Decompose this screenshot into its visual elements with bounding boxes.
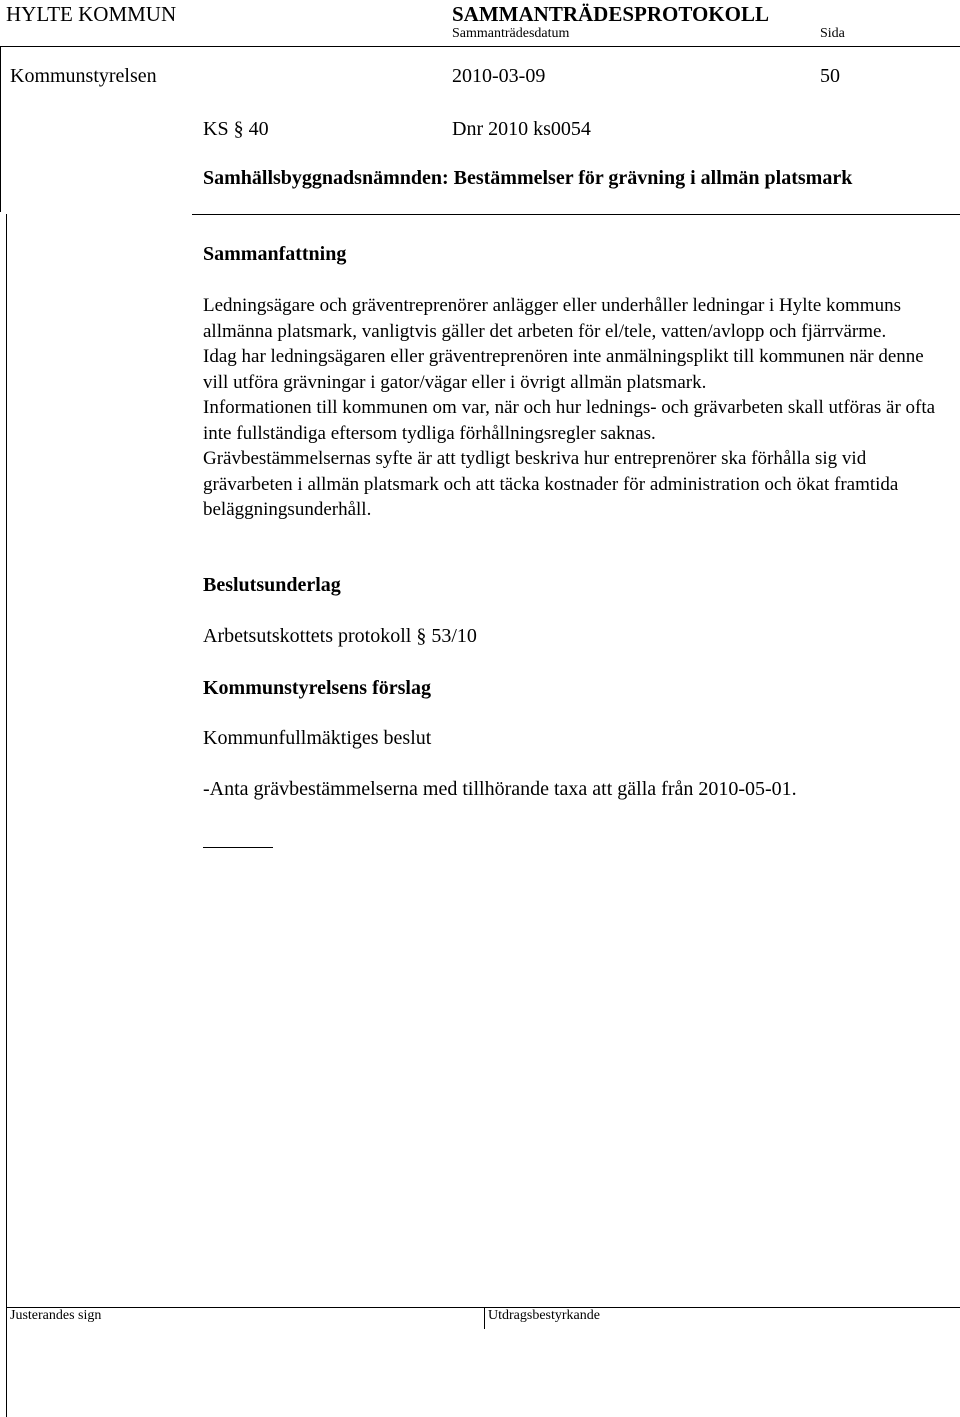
meeting-date: 2010-03-09	[452, 65, 546, 87]
page-label: Sida	[820, 26, 845, 41]
left-border-top	[0, 46, 1, 212]
extract-label: Utdragsbestyrkande	[488, 1308, 600, 1323]
signature-label: Justerandes sign	[10, 1308, 102, 1323]
diary-number: Dnr 2010 ks0054	[452, 118, 591, 140]
proposal-text: Kommunfullmäktiges beslut	[203, 727, 432, 749]
item-title: Samhällsbyggnadsnämnden: Bestämmelser för grävning i allmän platsmark	[203, 167, 853, 189]
header-rule	[0, 46, 960, 47]
summary-paragraph: Idag har ledningsägaren eller gräventreprenören inte anmälningsplikt till kommunen när denne vill utföra grävningar i gator/vägar eller i övrigt allmän platsmark.	[203, 346, 924, 393]
title-rule	[192, 214, 960, 215]
paragraph-number: KS § 40	[203, 118, 269, 140]
municipality-name: HYLTE KOMMUN	[6, 2, 177, 26]
summary-body	[203, 293, 943, 523]
page-number: 50	[820, 65, 840, 87]
footer-left-border	[6, 1307, 7, 1417]
summary-paragraph: Grävbestämmelsernas syfte är att tydligt beskriva hur entreprenörer ska förhålla sig vid grävarbeten i allmän platsmark och att täcka kostnader för administration och ökat framtida beläggningsunderhåll.	[203, 448, 899, 520]
summary-paragraph: Informationen till kommunen om var, när och hur lednings- och grävarbeten skall utföras är ofta inte fullständiga eftersom tydliga förhållningsregler saknas.	[203, 397, 936, 444]
decision-text: -Anta grävbestämmelserna med tillhörande taxa att gälla från 2010-05-01.	[203, 778, 797, 800]
date-label: Sammanträdesdatum	[452, 26, 570, 41]
summary-paragraph: Ledningsägare och gräventreprenörer anlägger eller underhåller ledningar i Hylte kommuns allmänna platsmark, vanligtvis gäller det arbeten för el/tele, vatten/avlopp och fjärrvärme.	[203, 295, 901, 342]
basis-heading: Beslutsunderlag	[203, 574, 341, 596]
footer-rule	[6, 1307, 960, 1308]
left-border-body	[6, 214, 7, 1307]
summary-heading: Sammanfattning	[203, 243, 347, 265]
basis-text: Arbetsutskottets protokoll § 53/10	[203, 625, 477, 647]
footer-divider	[484, 1307, 485, 1329]
proposal-heading: Kommunstyrelsens förslag	[203, 677, 431, 699]
committee-name: Kommunstyrelsen	[10, 65, 157, 87]
document-type: SAMMANTRÄDESPROTOKOLL	[452, 2, 769, 26]
end-rule	[203, 847, 273, 848]
